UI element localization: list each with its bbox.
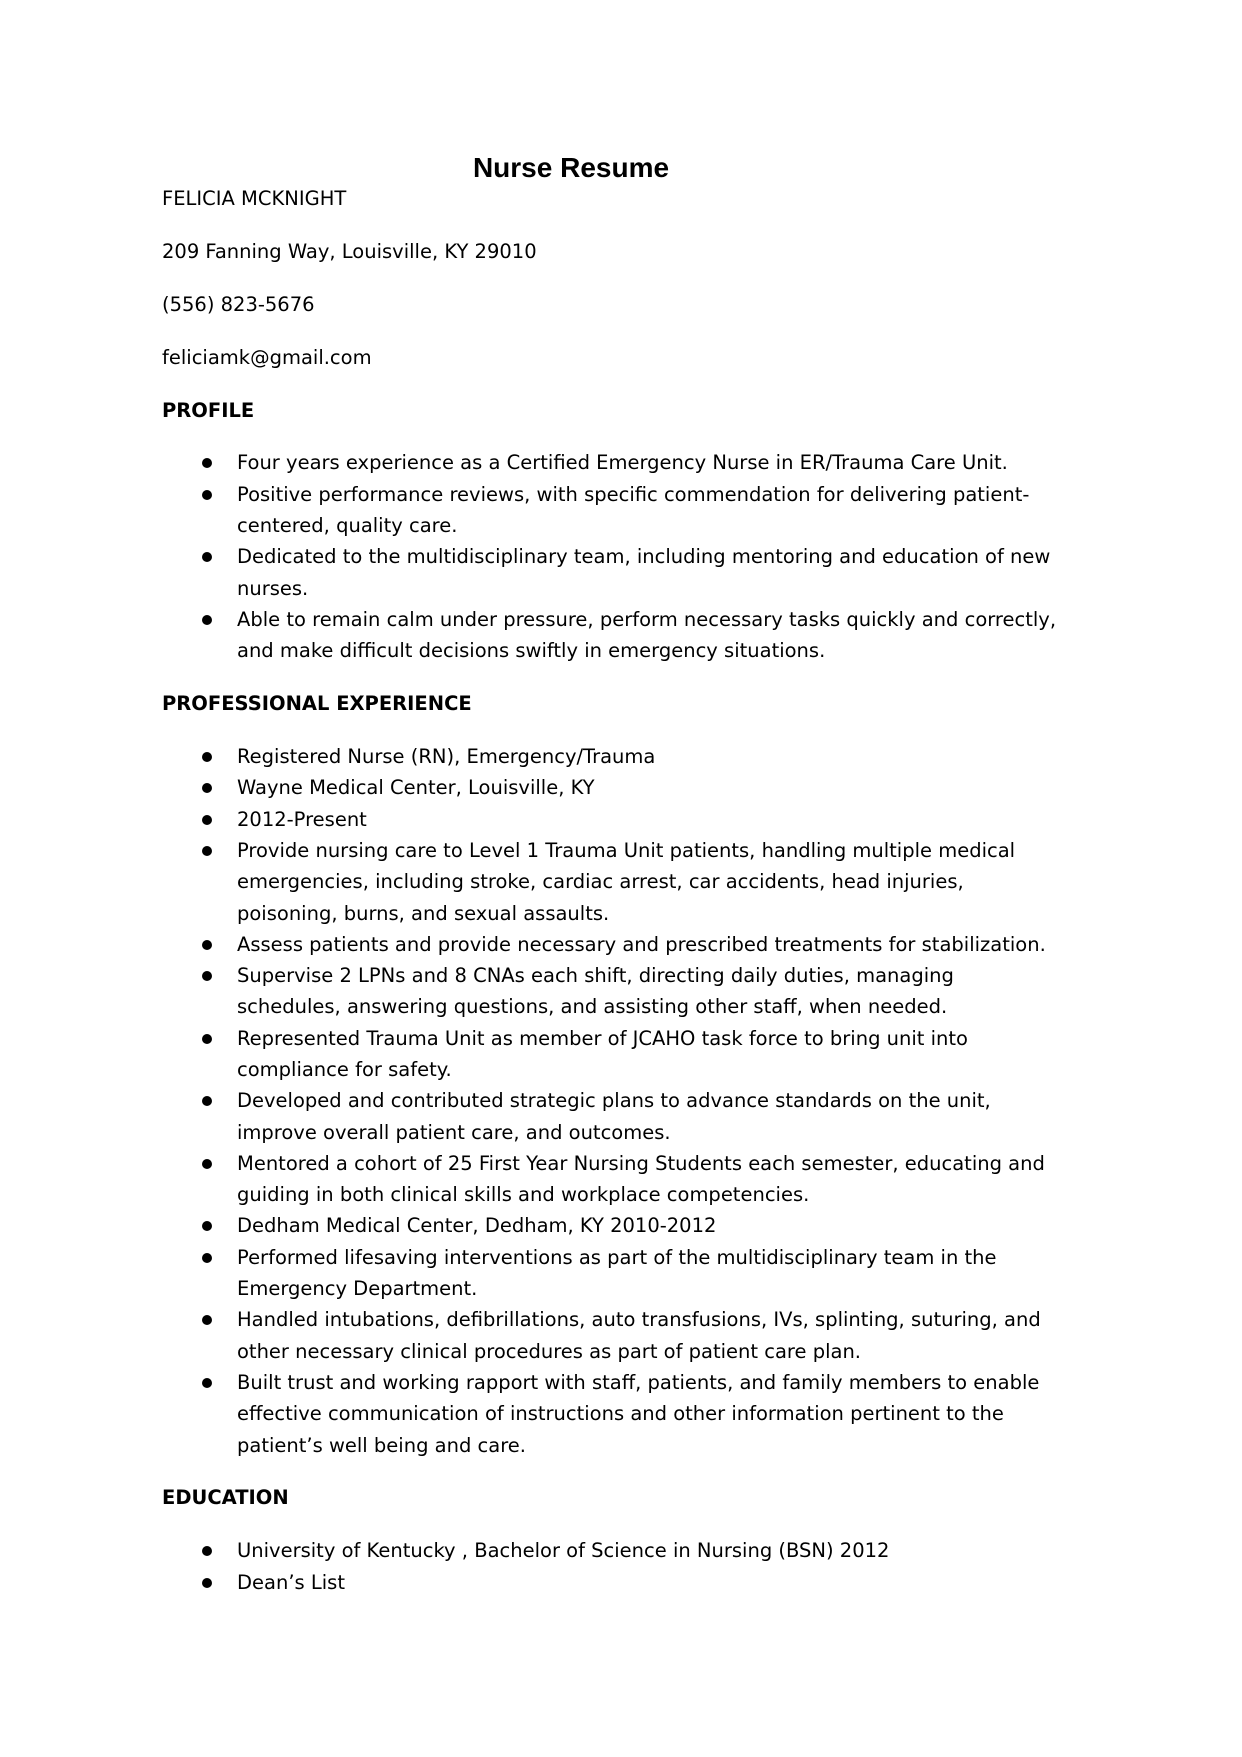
list-item-text: Represented Trauma Unit as member of JCAHO task force to bring unit into compliance for safety. [237, 1026, 968, 1081]
candidate-phone: (556) 823-5676 [162, 292, 315, 316]
list-item-text: Registered Nurse (RN), Emergency/Trauma [237, 745, 656, 769]
bullet-icon [202, 940, 212, 950]
bullet-icon [202, 1159, 212, 1169]
list-item-text: Positive performance reviews, with specific commendation for delivering patient-centered, quality care. [237, 482, 1030, 538]
list-item [162, 479, 1062, 542]
list-item-text: Provide nursing care to Level 1 Trauma Unit patients, handling multiple medical emergencies, including stroke, cardiac arrest, car accidents, head injuries, poisoning, burns, and sexual assaults. [237, 838, 1016, 925]
list-item-text: University of Kentucky , Bachelor of Science in Nursing (BSN) 2012 [237, 1539, 890, 1563]
list-item [162, 741, 1062, 772]
bullet-icon [202, 552, 212, 562]
list-item [162, 1210, 1062, 1241]
bullet-icon [202, 1034, 212, 1044]
list-item [162, 1148, 1062, 1211]
list-item-text: Performed lifesaving interventions as part of the multidisciplinary team in the Emergency Department. [237, 1245, 997, 1301]
list-item [162, 604, 1062, 667]
profile-list [162, 447, 1062, 666]
list-item-text: Developed and contributed strategic plans to advance standards on the unit, improve overall patient care, and outcomes. [237, 1089, 991, 1144]
bullet-icon [202, 846, 212, 856]
list-item [162, 772, 1062, 803]
list-item [162, 835, 1062, 929]
list-item-text: Built trust and working rapport with staff, patients, and family members to enable effective communication of instructions and other information pertinent to the patient’s well being and care. [237, 1370, 1040, 1457]
bullet-icon [202, 1221, 212, 1231]
bullet-icon [202, 458, 212, 468]
experience-list [162, 741, 1062, 1461]
bullet-icon [202, 490, 212, 500]
list-item [162, 1085, 1062, 1148]
list-item-text: 2012-Present [237, 807, 367, 831]
list-item-text: Handled intubations, defibrillations, auto transfusions, IVs, splinting, suturing, and other necessary clinical procedures as part of patient care plan. [237, 1308, 1041, 1363]
education-heading: EDUCATION [162, 1486, 289, 1510]
list-item [162, 1567, 1062, 1598]
bullet-icon [202, 971, 212, 981]
bullet-icon [202, 815, 212, 825]
list-item-text: Wayne Medical Center, Louisville, KY [237, 776, 595, 800]
bullet-icon [202, 1546, 212, 1556]
list-item-text: Supervise 2 LPNs and 8 CNAs each shift, directing daily duties, managing schedules, answering questions, and assisting other staff, when needed. [237, 964, 954, 1019]
bullet-icon [202, 783, 212, 793]
resume-content [162, 183, 1062, 1620]
list-item-text: Dean’s List [237, 1570, 345, 1594]
bullet-icon [202, 1253, 212, 1263]
candidate-email: feliciamk@gmail.com [162, 345, 372, 369]
candidate-name: FELICIA MCKNIGHT [162, 187, 347, 210]
list-item [162, 929, 1062, 960]
list-item-text: Assess patients and provide necessary and prescribed treatments for stabilization. [237, 932, 1046, 956]
list-item-text: Able to remain calm under pressure, perform necessary tasks quickly and correctly, and make difficult decisions swiftly in emergency situations. [237, 607, 1057, 663]
education-list [162, 1535, 1062, 1598]
list-item-text: Dedham Medical Center, Dedham, KY 2010-2012 [237, 1214, 717, 1238]
list-item [162, 541, 1062, 604]
list-item [162, 447, 1062, 478]
experience-heading: PROFESSIONAL EXPERIENCE [162, 692, 472, 716]
list-item [162, 1367, 1062, 1461]
list-item [162, 1535, 1062, 1566]
list-item [162, 1242, 1062, 1305]
list-item-text: Dedicated to the multidisciplinary team, including mentoring and education of new nurses. [237, 545, 1051, 600]
list-item-text: Mentored a cohort of 25 First Year Nursing Students each semester, educating and guiding in both clinical skills and workplace competencies. [237, 1151, 1045, 1207]
list-item [162, 1304, 1062, 1367]
bullet-icon [202, 752, 212, 762]
bullet-icon [202, 1578, 212, 1588]
list-item [162, 804, 1062, 835]
bullet-icon [202, 1378, 212, 1388]
bullet-icon [202, 1315, 212, 1325]
list-item-text: Four years experience as a Certified Emergency Nurse in ER/Trauma Care Unit. [237, 451, 1008, 475]
list-item [162, 960, 1062, 1023]
list-item [162, 1023, 1062, 1086]
document-title: Nurse Resume [472, 152, 670, 183]
bullet-icon [202, 1096, 212, 1106]
bullet-icon [202, 615, 212, 625]
profile-heading: PROFILE [162, 398, 255, 422]
candidate-address: 209 Fanning Way, Louisville, KY 29010 [162, 239, 537, 263]
